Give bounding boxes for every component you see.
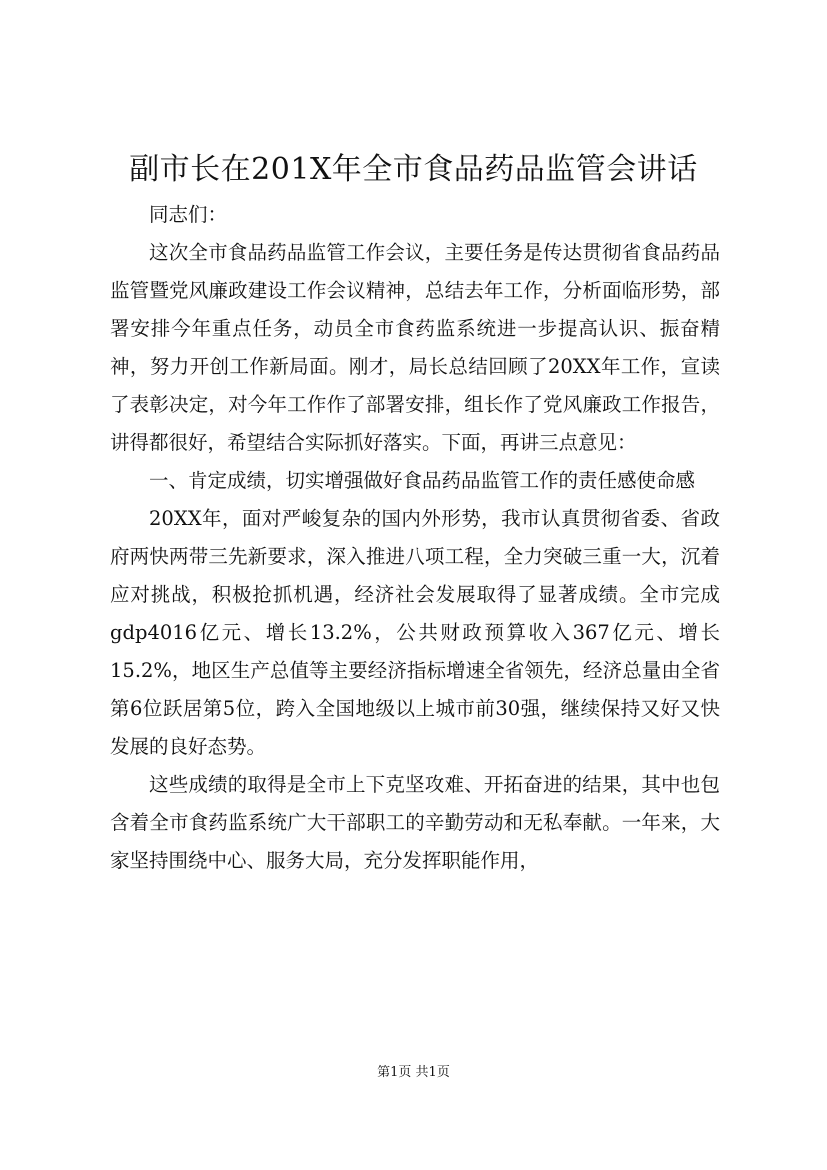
- salutation-paragraph: 同志们：: [149, 203, 228, 226]
- document-body: [110, 196, 720, 880]
- document-title: 副市长在201X年全市食品药品监管会讲话: [129, 152, 698, 187]
- achievements-paragraph: 20XX年，面对严峻复杂的国内外形势，我市认真贯彻省委、省政府两快两带三先新要求，深入推进八项工程，全力突破三重一大，沉着应对挑战，积极抢抓机遇，经济社会发展取得了显著成绩。全市完成gdp4016亿元、增长13.2%，公共财政预算收入367亿元、增长15.2%，地区生产总值等主要经济指标增速全省领先，经济总量由全省第6位跃居第5位，跨入全国地级以上城市前30强，继续保持又好又快发展的良好态势。: [110, 507, 720, 758]
- contribution-paragraph: 这些成绩的取得是全市上下克坚攻难、开拓奋进的结果，其中也包含着全市食药监系统广大干部职工的辛勤劳动和无私奉献。一年来，大家坚持围绕中心、服务大局，充分发挥职能作用，: [110, 773, 720, 872]
- section-heading: 一、肯定成绩，切实增强做好食品药品监管工作的责任感使命感: [149, 469, 696, 492]
- intro-paragraph: 这次全市食品药品监管工作会议，主要任务是传达贯彻省食品药品监管暨党风廉政建设工作会议精神，总结去年工作，分析面临形势，部署安排今年重点任务，动员全市食药监系统进一步提高认识、振奋精神，努力开创工作新局面。刚才，局长总结回顾了20XX年工作，宣读了表彰决定，对今年工作作了部署安排，组长作了党风廉政工作报告，讲得都很好，希望结合实际抓好落实。下面，再讲三点意见：: [110, 241, 720, 454]
- page-footer: 第1页 共1页: [377, 1065, 450, 1080]
